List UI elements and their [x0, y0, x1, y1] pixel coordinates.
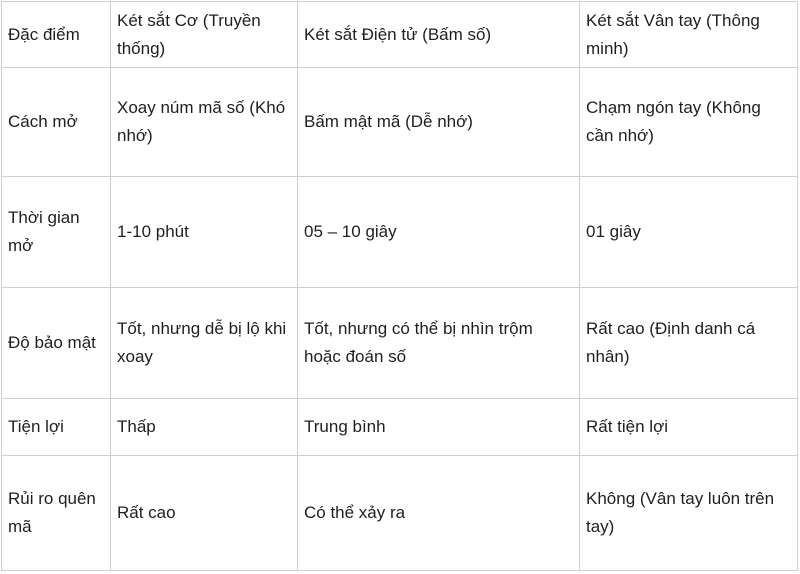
cell-fingerprint: Chạm ngón tay (Không cần nhớ): [580, 68, 798, 177]
cell-mechanical: Tốt, nhưng dễ bị lộ khi xoay: [111, 288, 298, 399]
cell-electronic: Tốt, nhưng có thể bị nhìn trộm hoặc đoán số: [298, 288, 580, 399]
cell-mechanical: 1-10 phút: [111, 177, 298, 288]
cell-fingerprint: Rất tiện lợi: [580, 399, 798, 456]
cell-fingerprint: 01 giây: [580, 177, 798, 288]
table-row: [2, 68, 798, 177]
row-label-security: Độ bảo mật: [2, 288, 111, 399]
table-row: [2, 456, 798, 571]
row-label-forget-code-risk: Rủi ro quên mã: [2, 456, 111, 571]
table-row: [2, 399, 798, 456]
row-label-opening-method: Cách mở: [2, 68, 111, 177]
header-mechanical-safe: Két sắt Cơ (Truyền thống): [111, 2, 298, 68]
table-header-row: [2, 2, 798, 68]
header-electronic-safe: Két sắt Điện tử (Bấm số): [298, 2, 580, 68]
cell-electronic: Bấm mật mã (Dễ nhớ): [298, 68, 580, 177]
cell-electronic: Trung bình: [298, 399, 580, 456]
header-feature: Đặc điểm: [2, 2, 111, 68]
table-row: [2, 288, 798, 399]
header-fingerprint-safe: Két sắt Vân tay (Thông minh): [580, 2, 798, 68]
cell-mechanical: Thấp: [111, 399, 298, 456]
row-label-convenience: Tiện lợi: [2, 399, 111, 456]
table-row: [2, 177, 798, 288]
safe-comparison-table: [1, 1, 798, 571]
cell-electronic: 05 – 10 giây: [298, 177, 580, 288]
cell-fingerprint: Rất cao (Định danh cá nhân): [580, 288, 798, 399]
row-label-opening-time: Thời gian mở: [2, 177, 111, 288]
cell-mechanical: Rất cao: [111, 456, 298, 571]
cell-fingerprint: Không (Vân tay luôn trên tay): [580, 456, 798, 571]
cell-mechanical: Xoay núm mã số (Khó nhớ): [111, 68, 298, 177]
cell-electronic: Có thể xảy ra: [298, 456, 580, 571]
